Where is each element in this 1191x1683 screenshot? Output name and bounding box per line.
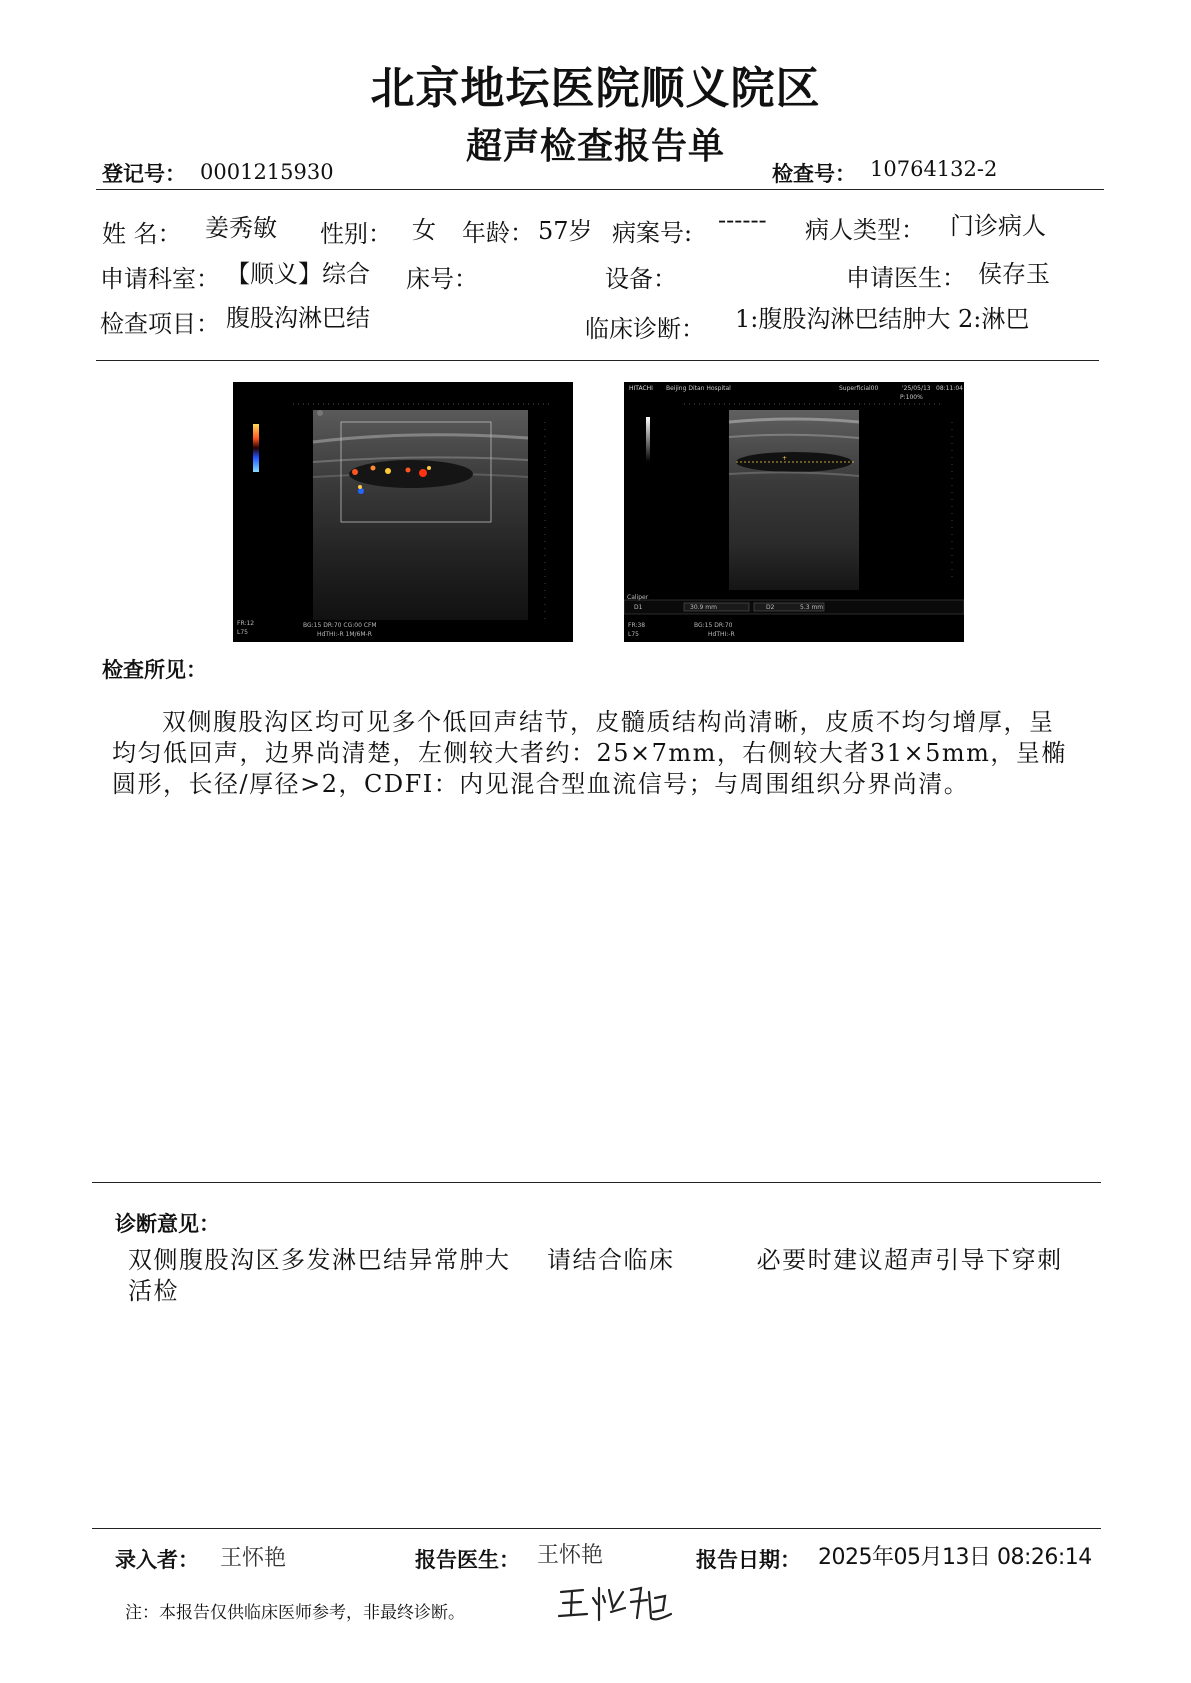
us2-caliper-label: Caliper bbox=[627, 594, 649, 601]
registration-value: 0001215930 bbox=[200, 160, 334, 184]
dept-label: 申请科室： bbox=[100, 265, 220, 293]
registration-label: 登记号： bbox=[102, 162, 186, 186]
patient-type-label: 病人类型： bbox=[805, 216, 925, 244]
diagnosis-label: 诊断意见： bbox=[115, 1212, 220, 1236]
patient-name: 姜秀敏 bbox=[205, 214, 277, 242]
signature-strokes bbox=[555, 1578, 675, 1628]
patient-sex: 女 bbox=[412, 216, 436, 244]
entry-label: 录入者： bbox=[115, 1548, 199, 1572]
findings-divider bbox=[92, 1182, 1101, 1183]
header-divider bbox=[96, 189, 1104, 190]
request-dept: 【顺义】综合 bbox=[226, 260, 370, 288]
patient-age: 57岁 bbox=[538, 217, 593, 245]
request-doctor-label: 申请医生： bbox=[846, 264, 966, 292]
clinical-diag-label: 临床诊断： bbox=[585, 315, 705, 343]
us2-preset: Superficial00 bbox=[839, 385, 879, 392]
us2-d2-label: D2 bbox=[766, 604, 775, 611]
us2-hospital: Beijing Ditan Hospital bbox=[666, 385, 731, 392]
age-label: 年龄： bbox=[462, 219, 534, 247]
patient-type: 门诊病人 bbox=[950, 212, 1046, 240]
sex-label: 性别： bbox=[320, 220, 392, 248]
hospital-name: 北京地坛医院顺义院区 bbox=[370, 63, 821, 114]
exam-no-label: 检查号： bbox=[772, 162, 856, 186]
case-label: 病案号: bbox=[612, 219, 693, 247]
us2-d2-value: 5.3 mm bbox=[800, 604, 824, 611]
us2-date: '25/05/13 bbox=[902, 385, 931, 392]
diagnosis-text: 双侧腹股沟区多发淋巴结异常肿大 请结合临床 必要时建议超声引导下穿刺活检 bbox=[128, 1246, 1063, 1305]
report-date: 2025年05月13日 08:26:14 bbox=[818, 1545, 1092, 1570]
us2-fr: FR:38 bbox=[628, 622, 646, 629]
report-doctor: 王怀艳 bbox=[537, 1543, 604, 1568]
report-doctor-label: 报告医生： bbox=[415, 1548, 520, 1572]
name-label: 姓 名： bbox=[102, 220, 182, 248]
us2-scan bbox=[624, 382, 964, 642]
us2-d1-value: 30.9 mm bbox=[690, 604, 717, 611]
bed-label: 床号： bbox=[406, 265, 478, 293]
us2-params: P:100% bbox=[900, 394, 923, 401]
findings-text: 双侧腹股沟区均可见多个低回声结节，皮髓质结构尚清晰，皮质不均匀增厚，呈均匀低回声，边界尚清楚，左侧较大者约：25×7mm，右侧较大者31×5mm，呈椭圆形，长径/厚径>2，CDFI：内见混合型血流信号；与周围组织分界尚清。 bbox=[112, 708, 1067, 798]
case-number: ------ bbox=[718, 206, 767, 234]
exam-no-value: 10764132-2 bbox=[870, 157, 998, 181]
findings-label: 检查所见： bbox=[102, 658, 207, 682]
footer-divider bbox=[92, 1528, 1101, 1529]
us1-fr: FR:12 bbox=[237, 620, 255, 627]
svg-text:+: + bbox=[782, 455, 788, 462]
ultrasound-image-2: HITACHI Beijing Ditan Hospital Superficial00 '25/05/13 08:11:04 P:100% + Caliper D1 30.9 mm D2 5.3 mm FR:38 L75 BG:15 DR:70 HdTHI:-R bbox=[624, 382, 964, 642]
report-date-label: 报告日期： bbox=[696, 1548, 801, 1572]
us2-bottom-params: BG:15 DR:70 bbox=[694, 622, 733, 629]
us2-time: 08:11:04 bbox=[936, 385, 963, 392]
request-doctor: 侯存玉 bbox=[978, 260, 1050, 288]
entry-person: 王怀艳 bbox=[220, 1546, 287, 1571]
clinical-diagnosis: 1:腹股沟淋巴结肿大 2:淋巴 bbox=[735, 305, 1030, 333]
us2-bottom-params2: HdTHI:-R bbox=[708, 631, 735, 638]
us1-scan bbox=[233, 382, 573, 642]
us1-bottom-params2: HdTHI:-R 1M/6M-R bbox=[317, 631, 372, 638]
exam-item: 腹股沟淋巴结 bbox=[226, 304, 370, 332]
us2-probe: L75 bbox=[628, 631, 639, 638]
ultrasound-image-1 bbox=[233, 382, 573, 642]
exam-item-label: 检查项目： bbox=[100, 310, 220, 338]
us2-d1-label: D1 bbox=[634, 604, 643, 611]
handwritten-signature bbox=[555, 1578, 675, 1628]
info-divider bbox=[96, 360, 1099, 361]
us1-bottom-params: BG:15 DR:70 CG:00 CFM bbox=[303, 622, 377, 629]
us1-probe: L75 bbox=[237, 629, 248, 636]
disclaimer-note: 注：本报告仅供临床医师参考，非最终诊断。 bbox=[125, 1603, 465, 1623]
device-label: 设备： bbox=[605, 265, 677, 293]
report-title: 超声检查报告单 bbox=[465, 125, 725, 167]
